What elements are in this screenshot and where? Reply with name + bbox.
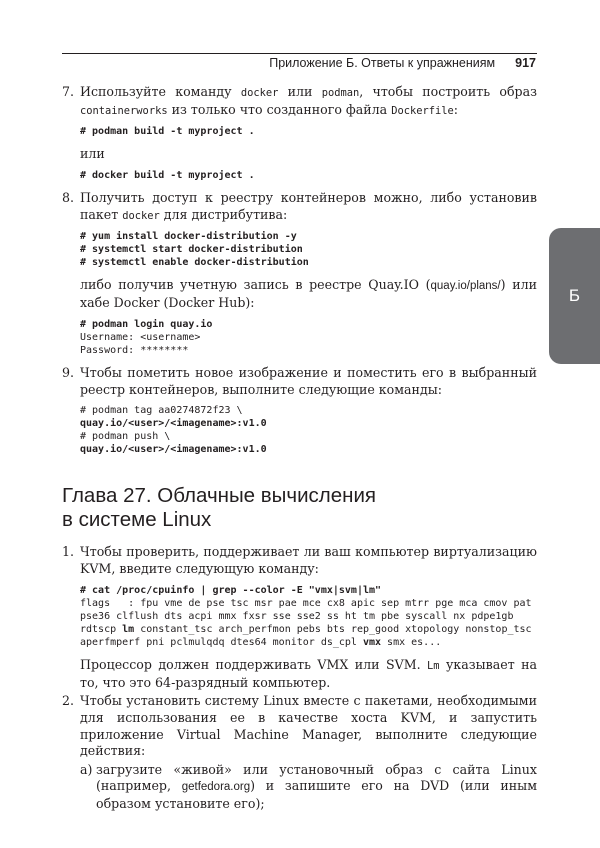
inline-code: Dockerfile — [391, 104, 454, 117]
sub-item-a — [80, 762, 537, 813]
item-number: 1. — [62, 544, 75, 560]
item-text: Чтобы установить систему Linux вместе с пакетами, необходимыми для использования ее в качестве хоста KVM, и запустить приложение Virtual Machine Manager, выполните следующие действия: — [80, 693, 537, 759]
text-run: из только что созданного файла — [167, 101, 392, 117]
code-output: constant_tsc arch_perfmon pebs bts rep_good xtopology nonstop_tsc aperfmperf pni pclmulqdq dtes64 monitor ds_cpl — [80, 623, 532, 649]
code-line: # podman push \ — [80, 431, 171, 443]
paragraph — [80, 277, 537, 311]
inline-code: docker — [240, 87, 279, 99]
sub-item-text — [96, 762, 537, 813]
running-title: Приложение Б. Ответы к упражнениям — [269, 56, 496, 70]
inline-code: podman — [321, 87, 360, 99]
appendix-letter: Б — [568, 286, 581, 305]
code-line: quay.io/<user>/<imagename>:v1.0 — [80, 418, 267, 430]
code-block — [80, 318, 537, 357]
answer-item-7 — [62, 84, 537, 119]
text-run: : — [453, 101, 459, 117]
item-number: 9. — [62, 364, 75, 380]
page-number: 917 — [515, 56, 536, 70]
page-body — [62, 84, 537, 812]
url-link[interactable]: quay.io/plans/ — [430, 280, 501, 293]
text-run: загрузите «живой» или установочный образ с сайта Linux (например, — [96, 761, 537, 794]
code-line: # podman tag aa0274872f23 \ — [80, 405, 243, 417]
item-text — [80, 84, 537, 119]
sub-item-label: а) — [80, 761, 93, 777]
item-number: 8. — [62, 189, 75, 205]
code-output: flags : fpu vme de pse tsc msr pae mce cx8 apic sep mtrr pge mca cmov pat pse36 clflush dts acpi mmx fxsr sse sse2 ss ht tm pbe syscall nx pdpe1gb rdtscp — [80, 597, 532, 635]
code-line: # cat /proc/cpuinfo | grep --color -E "vmx|svm|lm" — [80, 584, 382, 596]
inline-code: docker — [122, 209, 160, 222]
answer-item-2 — [62, 693, 537, 759]
code-block: # yum install docker-distribution -y # systemctl start docker-distribution # systemctl enable docker-distribution — [80, 231, 309, 269]
text-run: , чтобы построить образ — [359, 84, 537, 99]
code-highlight: vmx — [362, 637, 382, 649]
running-head — [269, 56, 536, 70]
paragraph — [80, 657, 537, 691]
chapter-title-line: Глава 27. Облачные вычисления — [62, 484, 377, 508]
connector-text: или — [80, 146, 105, 162]
text-run: Получить доступ к реестру контейнеров можно, либо установив пакет — [80, 189, 537, 222]
code-block — [80, 584, 537, 649]
item-text — [80, 190, 537, 224]
code-output: Username: <username> Password: ******** — [80, 331, 201, 356]
answer-item-9 — [62, 365, 537, 398]
inline-code: containerworks — [80, 104, 168, 117]
item-text: Чтобы проверить, поддерживает ли ваш компьютер виртуализацию KVM, введите следующую команду: — [80, 544, 537, 577]
item-number: 7. — [62, 84, 75, 99]
inline-code: Lm — [427, 660, 440, 673]
code-line: # podman login quay.io — [80, 318, 213, 330]
text-run: указывает на то, что это 64-разрядный компьютер. — [80, 657, 538, 690]
header-rule — [62, 53, 537, 54]
chapter-heading — [62, 484, 537, 532]
text-run: Используйте команду — [80, 84, 241, 99]
url-link[interactable]: getfedora.org — [181, 781, 251, 794]
code-block — [80, 404, 537, 456]
text-run: Процессор должен поддерживать VMX или SVM. — [80, 657, 428, 673]
code-line: quay.io/<user>/<imagename>:v1.0 — [80, 444, 267, 456]
answer-item-8 — [62, 190, 537, 224]
text-run: ) или хабе Docker (Docker Hub): — [80, 277, 537, 311]
code-block: # podman build -t myproject . — [80, 126, 255, 138]
answer-item-1 — [62, 544, 537, 577]
text-run: для дистрибутива: — [159, 206, 288, 222]
chapter-title-line: в системе Linux — [62, 508, 212, 532]
code-output: smx es... — [381, 637, 442, 649]
text-run: или — [278, 84, 322, 99]
item-text: Чтобы пометить новое изображение и поместить его в выбранный реестр контейнеров, выполните следующие команды: — [80, 364, 537, 397]
appendix-thumb-tab — [549, 228, 600, 364]
text-run: либо получив учетную запись в реестре Quay.IO ( — [80, 277, 431, 293]
item-number: 2. — [62, 693, 75, 709]
code-highlight: lm — [122, 623, 135, 635]
text-run: ) и запишите его на DVD (или иным образом установите его); — [96, 778, 538, 811]
code-block: # docker build -t myproject . — [80, 169, 255, 181]
